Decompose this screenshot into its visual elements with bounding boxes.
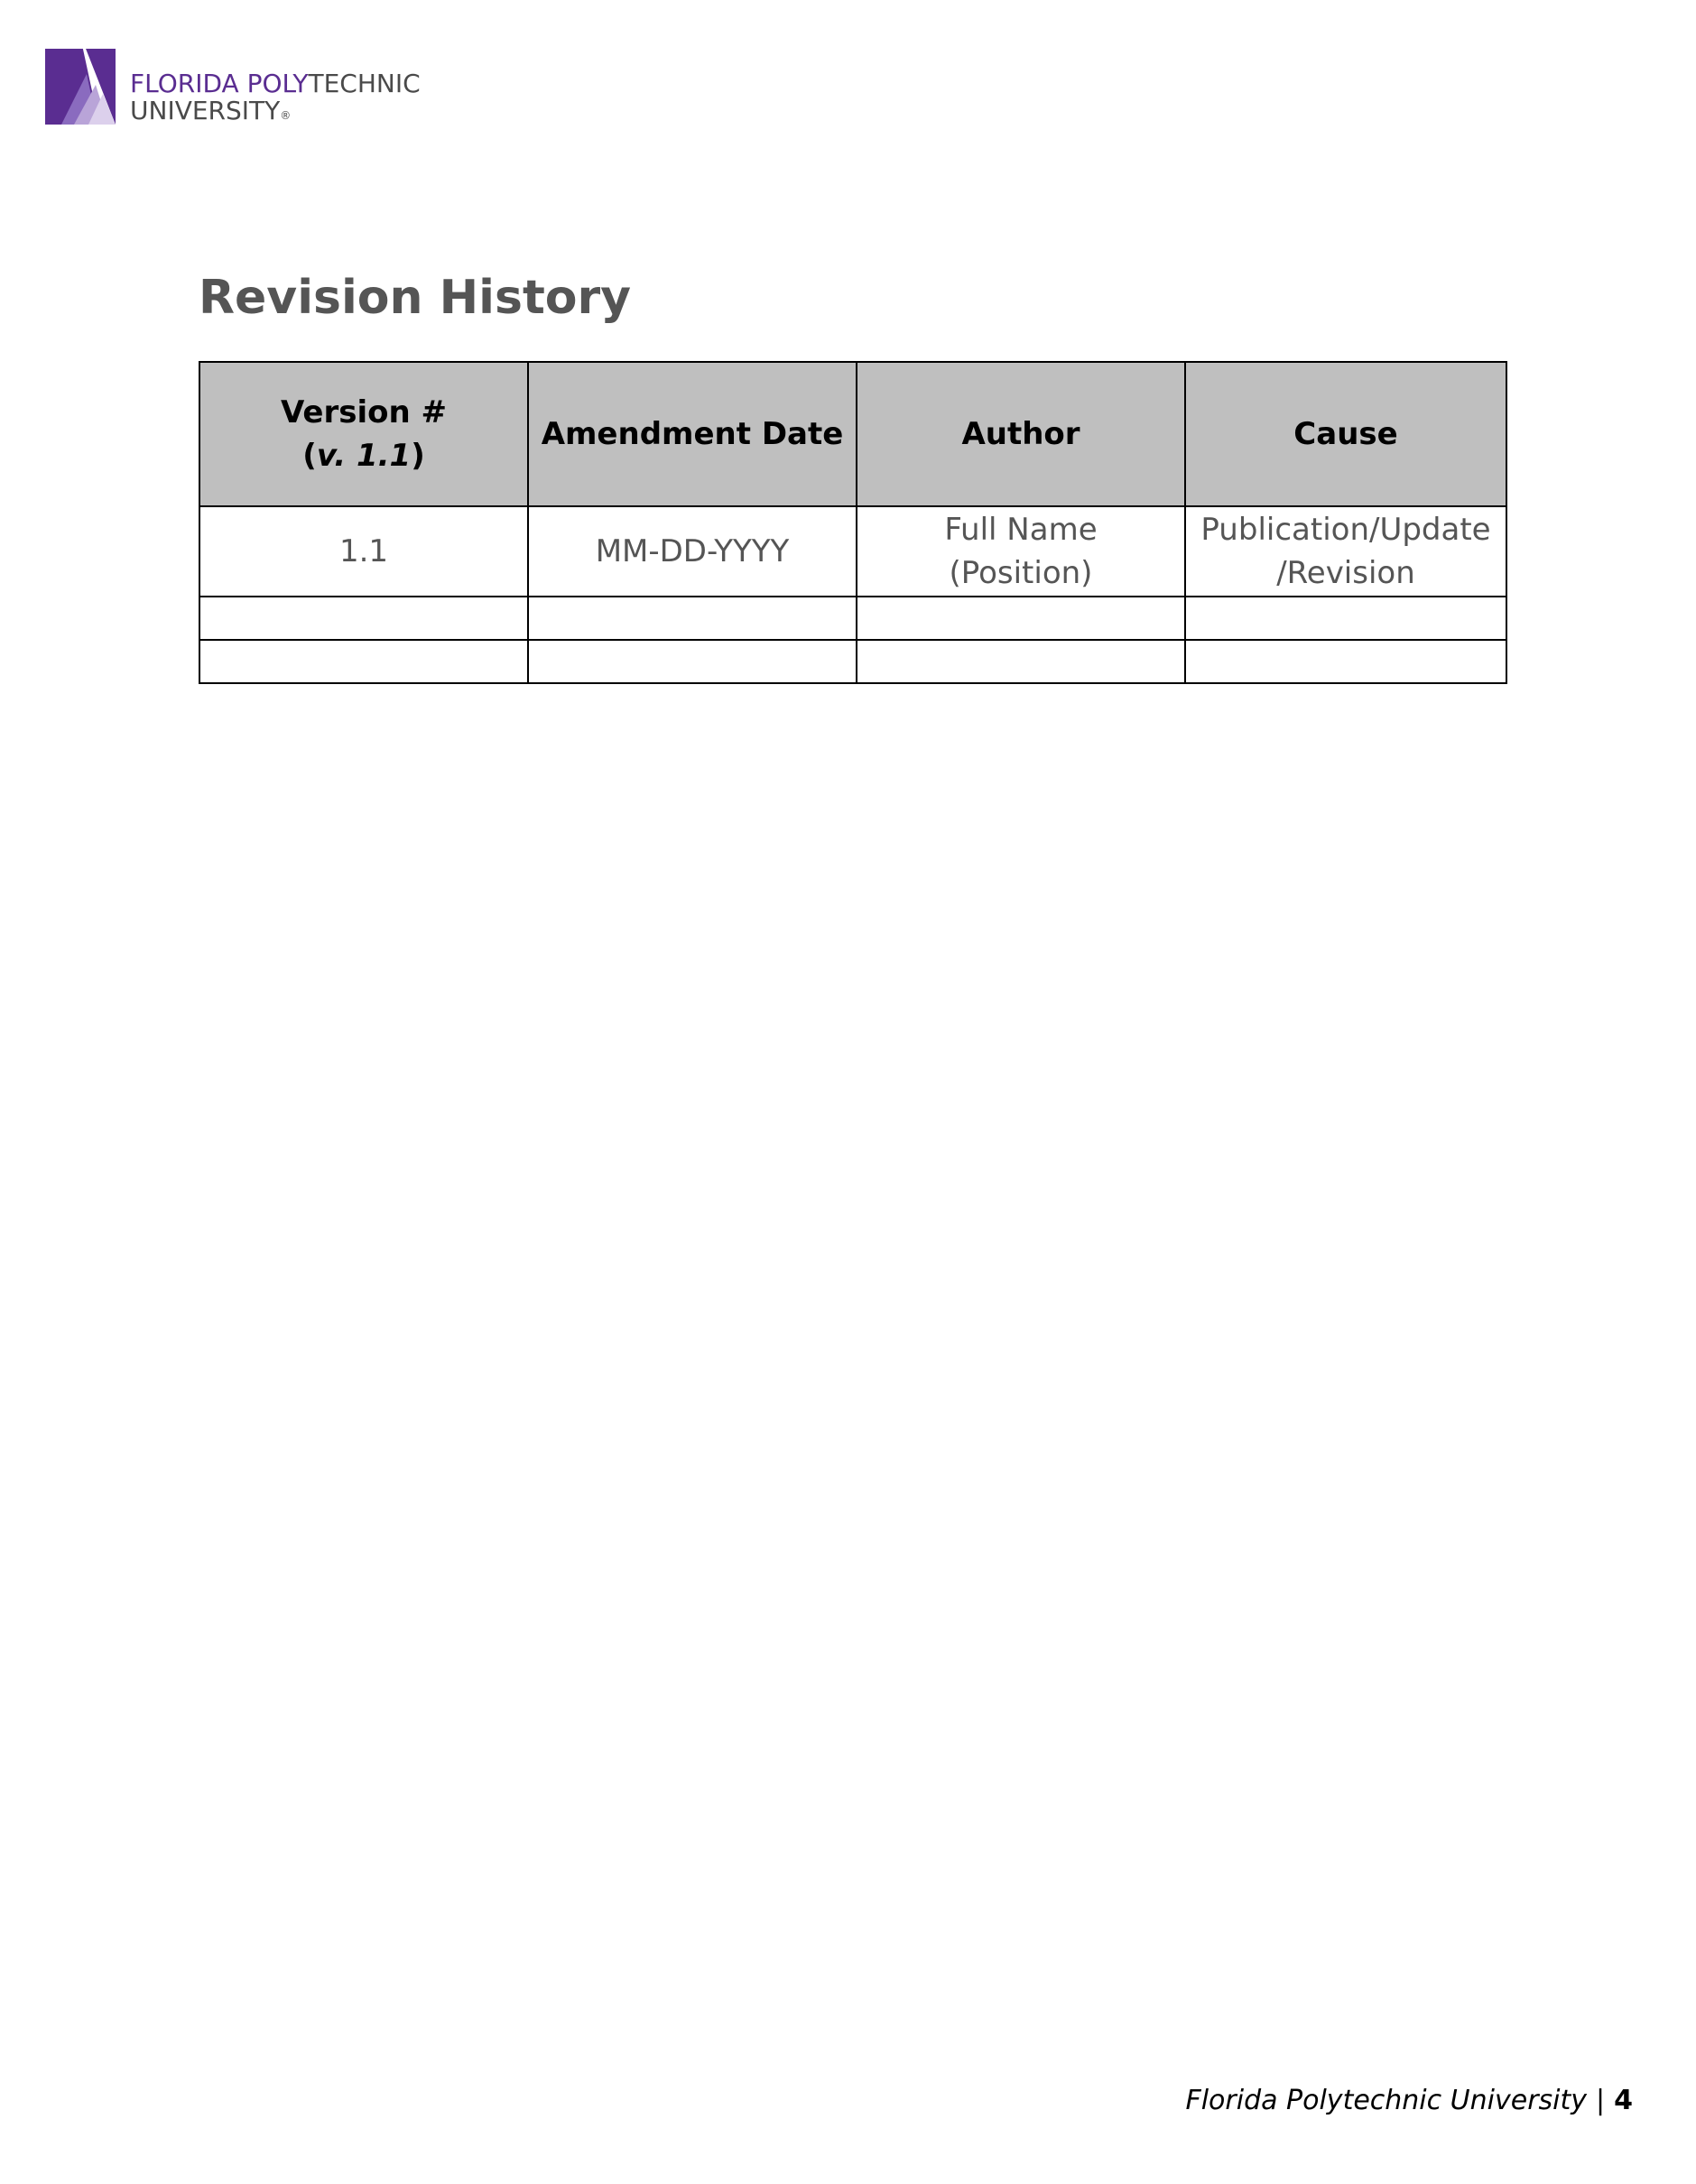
header-version — [199, 362, 528, 506]
paren-open: ( — [302, 438, 317, 474]
cell-amendment-date: MM-DD-YYYY — [528, 506, 857, 597]
empty-cell — [857, 597, 1185, 640]
header-version-example — [204, 434, 524, 477]
cell-cause — [1185, 506, 1506, 597]
wordmark-line-2 — [130, 97, 421, 129]
paren-close: ) — [411, 438, 425, 474]
table-header-row — [199, 362, 1506, 506]
empty-cell — [1185, 597, 1506, 640]
header-author: Author — [857, 362, 1185, 506]
header-amendment-date: Amendment Date — [528, 362, 857, 506]
author-position: (Position) — [949, 555, 1093, 591]
author-name: Full Name — [944, 512, 1098, 548]
empty-cell — [1185, 640, 1506, 683]
page-number: 4 — [1614, 2085, 1633, 2116]
cell-author — [857, 506, 1185, 597]
registered-mark: ® — [280, 109, 292, 122]
page-footer — [1185, 2085, 1633, 2116]
empty-cell — [528, 640, 857, 683]
wordmark-university: UNIVERSITY — [130, 96, 281, 125]
cell-version: 1.1 — [199, 506, 528, 597]
footer-separator: | — [1596, 2085, 1606, 2116]
wordmark-line-1 — [130, 70, 421, 97]
cause-line-1: Publication/Update — [1200, 512, 1491, 548]
table-row — [199, 506, 1506, 597]
table-row-empty — [199, 597, 1506, 640]
table-row-empty — [199, 640, 1506, 683]
university-logo — [43, 32, 422, 130]
wordmark-technic: TECHNIC — [308, 69, 421, 98]
university-wing-icon — [43, 32, 126, 126]
wordmark-florida-poly: FLORIDA POLY — [130, 69, 309, 98]
page-title: Revision History — [199, 271, 632, 325]
version-example-italic: v. 1.1 — [316, 438, 412, 474]
revision-history-table — [199, 361, 1507, 684]
cause-line-2: /Revision — [1276, 555, 1415, 591]
university-wordmark — [130, 70, 421, 129]
empty-cell — [528, 597, 857, 640]
empty-cell — [199, 640, 528, 683]
header-version-label: Version # — [280, 394, 448, 430]
header-cause: Cause — [1185, 362, 1506, 506]
empty-cell — [199, 597, 528, 640]
empty-cell — [857, 640, 1185, 683]
footer-university-name: Florida Polytechnic University — [1185, 2085, 1588, 2116]
